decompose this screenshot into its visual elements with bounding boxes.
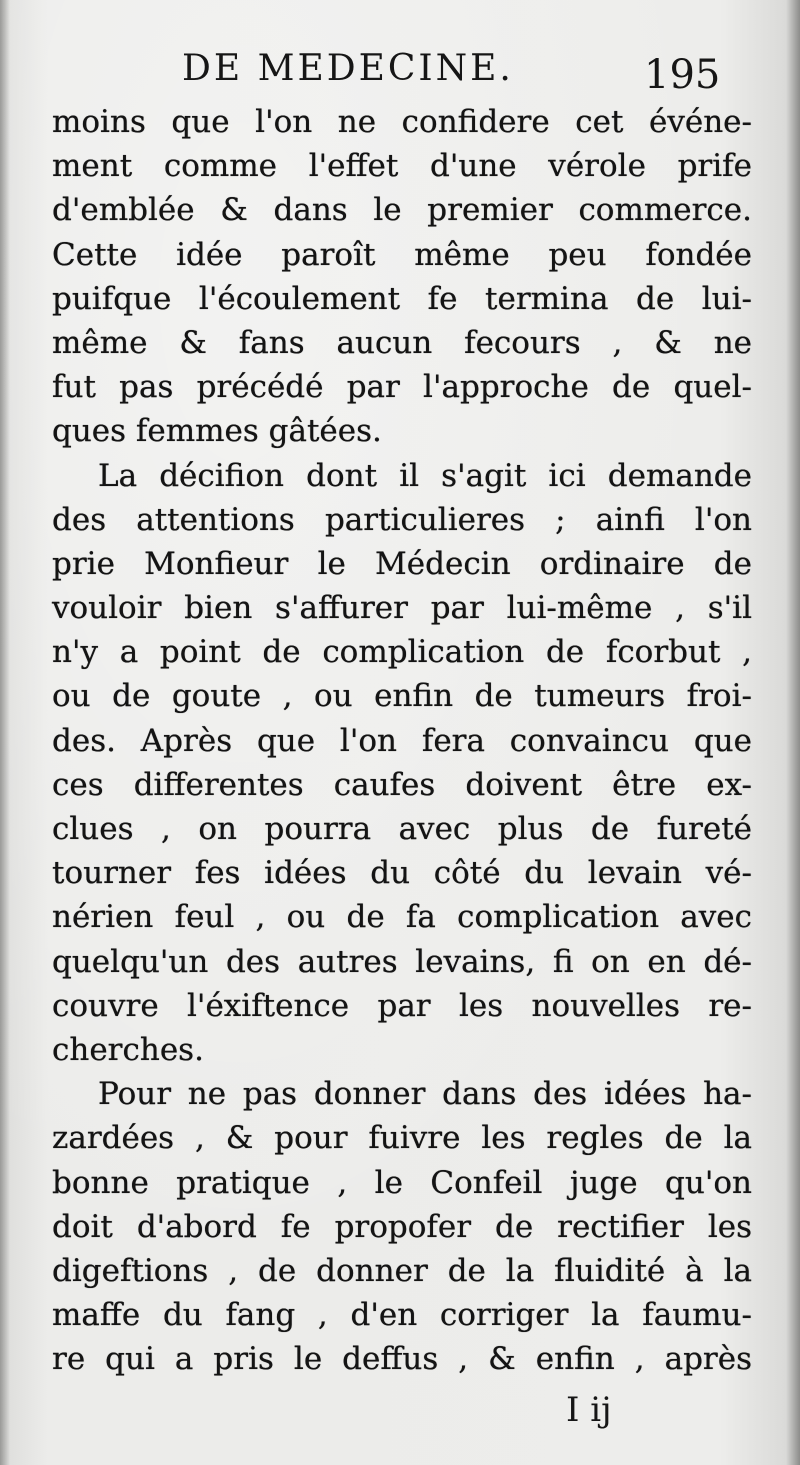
text-line: ques femmes gâtées. <box>52 413 382 450</box>
text-line: d'emblée & dans le premier commerce. <box>52 192 752 229</box>
page-left-edge-shadow <box>0 0 10 1465</box>
text-line: zardées , & pour fuivre les regles de la <box>52 1120 752 1157</box>
body-text <box>52 100 752 1381</box>
text-line: des attentions particulieres ; ainfi l'on <box>52 501 752 538</box>
text-line: des. Après que l'on fera convaincu que <box>52 722 752 759</box>
text-line: fut pas précédé par l'approche de quel- <box>52 369 752 406</box>
text-line: couvre l'éxiftence par les nouvelles re- <box>52 987 752 1024</box>
page-right-edge-shadow <box>786 0 800 1465</box>
text-line: même & fans aucun fecours , & ne <box>52 324 752 361</box>
text-line: re qui a pris le deffus , & enfin , après <box>52 1341 752 1378</box>
text-line: ces differentes caufes doivent être ex- <box>52 766 752 803</box>
page-number: 195 <box>644 52 721 98</box>
text-line: n'y a point de complication de fcorbut , <box>52 634 752 671</box>
text-line: ment comme l'effet d'une vérole prife <box>52 148 752 185</box>
text-line: bonne pratique , le Confeil juge qu'on <box>52 1164 752 1201</box>
text-line: puifque l'écoulement fe termina de lui- <box>52 280 752 317</box>
text-line: nérien feul , ou de fa complication avec <box>52 899 752 936</box>
text-line: maffe du fang , d'en corriger la faumu- <box>52 1297 752 1334</box>
text-line: moins que l'on ne confidere cet événe- <box>52 104 752 140</box>
text-line: Cette idée paroît même peu fondée <box>52 236 752 273</box>
text-line: tourner fes idées du côté du levain vé- <box>52 855 752 892</box>
paragraph-start-line: Pour ne pas donner dans des idées ha- <box>98 1076 752 1113</box>
text-line: prie Monfieur le Médecin ordinaire de <box>52 545 752 582</box>
signature-mark: I ij <box>566 1390 612 1430</box>
text-line: cherches. <box>52 1031 204 1068</box>
running-title: DE MEDECINE. <box>182 48 514 89</box>
text-line: vouloir bien s'affurer par lui-même , s'il <box>52 590 752 627</box>
text-line: quelqu'un des autres levains, fi on en dé- <box>52 943 752 980</box>
text-line: doit d'abord fe propofer de rectifier les <box>52 1208 752 1245</box>
text-line: clues , on pourra avec plus de fureté <box>52 811 752 847</box>
paragraph-start-line: La décifion dont il s'agit ici demande <box>98 457 752 494</box>
text-line: digeftions , de donner de la fluidité à la <box>52 1252 752 1289</box>
text-line: ou de goute , ou enfin de tumeurs froi- <box>52 678 752 715</box>
